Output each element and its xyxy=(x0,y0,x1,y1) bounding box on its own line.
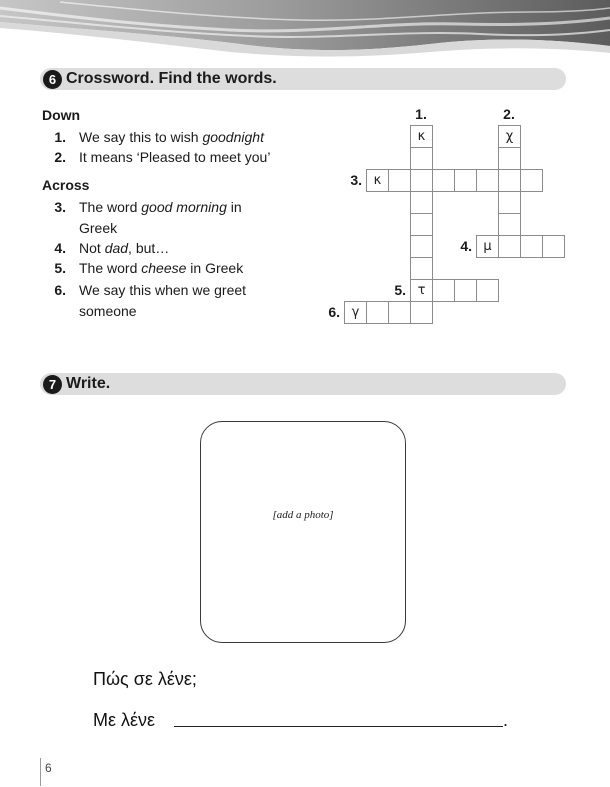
clue-text-after: , but… xyxy=(128,240,170,256)
clue-text: We say this when we greet xyxy=(79,282,247,298)
across-heading: Across xyxy=(42,177,90,193)
crossword-cell: γ xyxy=(344,301,367,324)
clue-number: 5. xyxy=(54,260,66,276)
crossword-number-label: 2. xyxy=(503,106,515,122)
header-swoosh-decoration xyxy=(0,0,610,60)
crossword-cell xyxy=(520,235,543,258)
clue-number: 2. xyxy=(54,149,66,165)
crossword-cell xyxy=(388,169,411,192)
crossword-cell xyxy=(410,235,433,258)
clue-item-6 xyxy=(42,280,246,321)
crossword-cell xyxy=(520,169,543,192)
crossword-cell: χ xyxy=(498,125,521,148)
clue-item-1 xyxy=(42,127,264,148)
down-heading: Down xyxy=(42,107,81,123)
section-7-header-bar xyxy=(40,373,566,395)
section-6-title: Crossword. Find the words. xyxy=(66,70,277,87)
section-7-title: Write. xyxy=(66,375,111,392)
crossword-cell xyxy=(498,147,521,170)
crossword-cell xyxy=(476,169,499,192)
crossword-cell xyxy=(454,169,477,192)
crossword-cell xyxy=(432,169,455,192)
clue-item-5 xyxy=(42,258,243,279)
crossword-number-label: 3. xyxy=(350,172,362,188)
crossword-cell xyxy=(410,169,433,192)
crossword-cell xyxy=(498,235,521,258)
crossword-cell xyxy=(498,169,521,192)
clue-text-continued: someone xyxy=(79,302,137,319)
section-6-number-badge: 6 xyxy=(43,70,62,89)
crossword-cell xyxy=(476,279,499,302)
crossword-cell xyxy=(366,301,389,324)
name-question: Πώς σε λένε; xyxy=(93,669,197,689)
clue-text: The word xyxy=(79,199,142,215)
clue-italic-word: dad xyxy=(104,240,129,256)
photo-placeholder-text: [add a photo] xyxy=(272,509,334,521)
page-number: 6 xyxy=(45,761,52,775)
clue-italic-word: goodnight xyxy=(202,129,264,145)
clue-item-2 xyxy=(42,147,270,168)
photo-placeholder-frame xyxy=(200,421,406,643)
clue-text: We say this to wish xyxy=(79,129,203,145)
crossword-cell: τ xyxy=(410,279,433,302)
crossword-number-label: 4. xyxy=(460,238,472,254)
answer-full-stop: . xyxy=(503,710,509,730)
crossword-cell: κ xyxy=(366,169,389,192)
clue-text: It means ‘Pleased to meet you’ xyxy=(79,149,271,165)
crossword-cell xyxy=(498,191,521,214)
crossword-cell xyxy=(498,213,521,236)
crossword-cell xyxy=(542,235,565,258)
clue-text-after: in xyxy=(226,199,242,215)
clue-text-after: in Greek xyxy=(186,260,244,276)
clue-item-3 xyxy=(42,197,242,238)
clue-text: Not xyxy=(79,240,105,256)
crossword-cell xyxy=(454,279,477,302)
crossword-cell xyxy=(410,301,433,324)
crossword-cell xyxy=(410,257,433,280)
clue-text: The word xyxy=(79,260,142,276)
crossword-cell xyxy=(388,301,411,324)
section-7-number-badge: 7 xyxy=(43,375,62,394)
clue-text-continued: Greek xyxy=(79,219,118,236)
clue-number: 3. xyxy=(54,199,66,215)
answer-write-line xyxy=(174,726,503,727)
crossword-number-label: 1. xyxy=(415,106,427,122)
name-answer-prompt: Με λένε xyxy=(93,710,156,730)
clue-italic-word: cheese xyxy=(141,260,187,276)
clue-italic-word: good morning xyxy=(141,199,227,215)
crossword-number-label: 6. xyxy=(328,304,340,320)
crossword-number-label: 5. xyxy=(394,282,406,298)
crossword-cell xyxy=(410,147,433,170)
crossword-cell: κ xyxy=(410,125,433,148)
crossword-cell: μ xyxy=(476,235,499,258)
clue-item-4 xyxy=(42,238,169,259)
clue-number: 1. xyxy=(54,129,66,145)
clue-number: 4. xyxy=(54,240,66,256)
page-number-rule xyxy=(40,758,41,786)
clue-number: 6. xyxy=(54,282,66,298)
crossword-cell xyxy=(432,279,455,302)
crossword-cell xyxy=(410,213,433,236)
crossword-cell xyxy=(410,191,433,214)
